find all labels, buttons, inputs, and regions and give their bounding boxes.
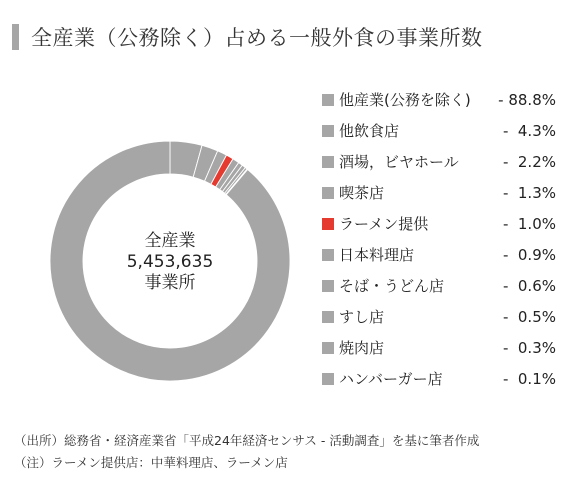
legend-item [322,208,562,239]
legend-value: - 0.6% [502,276,556,295]
legend-swatch [322,218,334,230]
legend-label: ハンバーガー店 [339,370,443,388]
legend [322,84,562,394]
legend-label: ラーメン提供 [339,215,429,233]
donut-chart [50,141,290,381]
legend-swatch [322,125,334,137]
legend-label: そば・うどん店 [339,277,445,295]
legend-value: - 1.0% [502,214,556,233]
legend-value: - 0.3% [502,338,556,357]
legend-swatch [322,187,334,199]
center-label-line-1: 5,453,635 [126,252,214,272]
legend-label: すし店 [339,308,385,326]
legend-item [322,332,562,363]
legend-item [322,115,562,146]
legend-value: - 0.1% [502,369,556,388]
legend-value: - 0.9% [502,245,556,264]
legend-swatch [322,156,334,168]
legend-label: 日本料理店 [339,246,415,264]
legend-swatch [322,280,334,292]
legend-swatch [322,342,334,354]
legend-label: 焼肉店 [339,339,385,357]
center-label-line-2: 事業所 [144,273,196,293]
legend-swatch [322,373,334,385]
chart-title-block [12,22,483,52]
legend-label: 酒場，ビヤホール [339,153,459,171]
legend-item [322,363,562,394]
footnotes [14,430,479,474]
legend-swatch [322,249,334,261]
legend-label: 他産業(公務を除く) [339,91,471,109]
legend-item [322,146,562,177]
footnote-note: （注）ラーメン提供店：中華料理店、ラーメン店 [14,455,288,470]
footnote-source: （出所）総務省・経済産業省「平成24年経済センサス - 活動調査」を基に筆者作成 [14,433,480,448]
legend-item [322,177,562,208]
legend-item [322,239,562,270]
legend-value: - 0.5% [502,307,556,326]
chart-title: 全産業（公務除く）占める一般外食の事業所数 [31,26,483,50]
legend-swatch [322,94,334,106]
legend-item [322,84,562,115]
legend-swatch [322,311,334,323]
legend-value: - 88.8% [498,90,556,109]
legend-label: 他飲食店 [339,122,400,140]
legend-item [322,270,562,301]
legend-value: - 1.3% [502,183,556,202]
legend-item [322,301,562,332]
legend-label: 喫茶店 [339,184,385,202]
center-label-line-0: 全産業 [144,231,196,251]
title-accent-bar [12,24,19,50]
legend-value: - 2.2% [502,152,556,171]
legend-value: - 4.3% [502,121,556,140]
